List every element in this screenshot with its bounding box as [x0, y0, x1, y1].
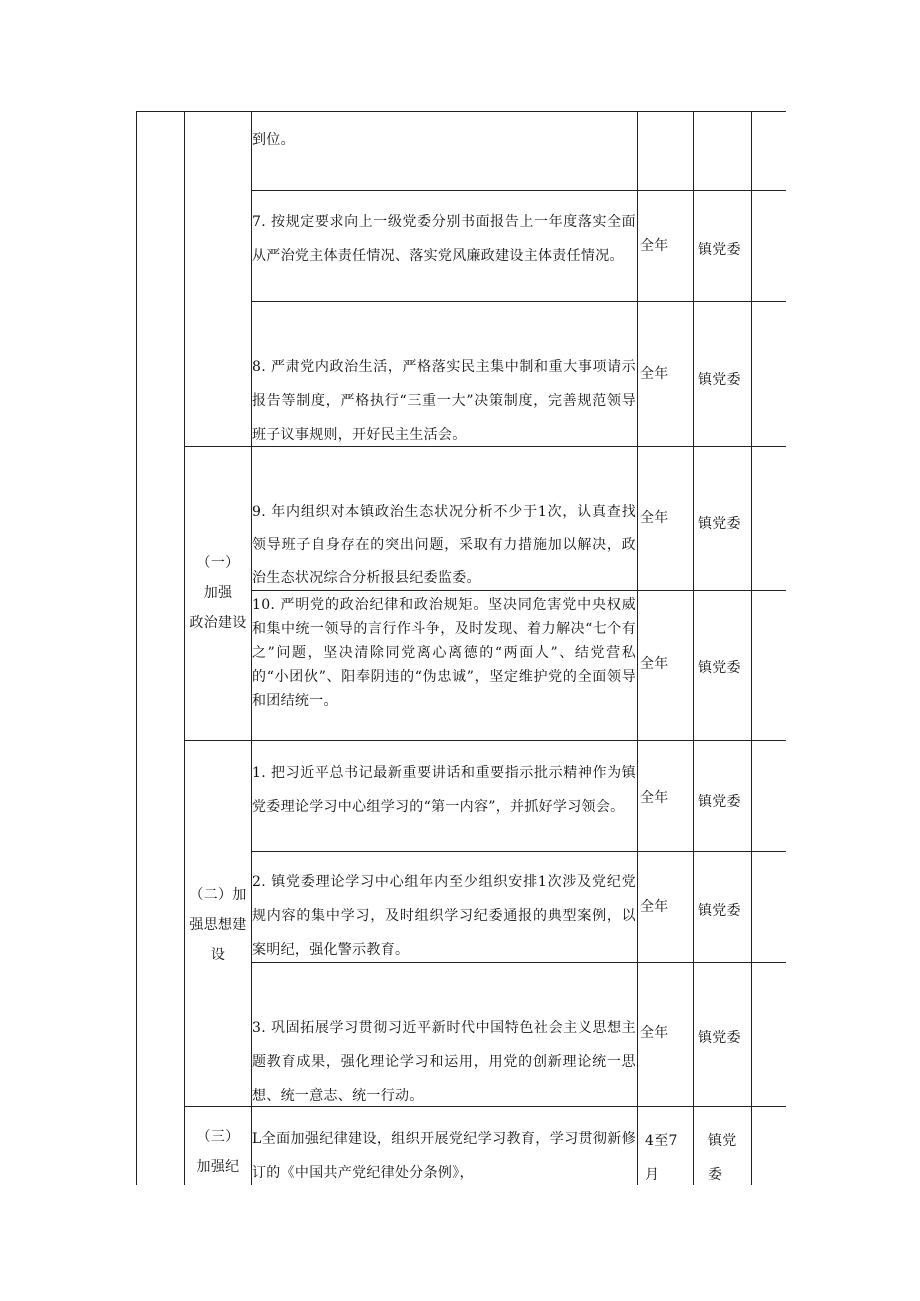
responsible-cell: 镇党委 — [698, 794, 741, 810]
task-cell: 3. 巩固拓展学习贯彻习近平新时代中国特色社会主义思想主题教育成果，强化理论学习和运用，用党的创新理论统一思想、统一意志、统一行动。 — [252, 1020, 636, 1104]
responsible-cell: 镇党委 — [708, 1133, 737, 1183]
responsible-cell: 镇党委 — [698, 242, 741, 258]
table-rule — [637, 111, 638, 1185]
section-label-line: （三） — [196, 1129, 240, 1145]
time-cell: 4至7月 — [645, 1133, 678, 1183]
section-label-line: （二）加 — [189, 887, 247, 903]
time-cell: 全年 — [640, 366, 669, 382]
section-label-political — [185, 548, 251, 638]
section-label-line: 政治建设 — [189, 615, 247, 631]
section-label-ideological — [185, 880, 251, 970]
responsible-cell: 镇党委 — [698, 903, 741, 919]
task-cell: 2. 镇党委理论学习中心组年内至少组织安排1次涉及党纪党规内容的集中学习，及时组织学习纪委通报的典型案例，以案明纪，强化警示教育。 — [252, 874, 636, 958]
section-label-line: 设 — [210, 947, 226, 963]
table-rule — [751, 111, 752, 1185]
task-cell: 8. 严肃党内政治生活，严格落实民主集中制和重大事项请示报告等制度，严格执行“三重一大”决策制度，完善规范领导班子议事规则，开好民主生活会。 — [252, 359, 636, 443]
table-rule — [136, 111, 786, 112]
section-label-line: （一） — [196, 555, 240, 571]
section-label-line: 强思想建 — [189, 917, 247, 933]
table-rule — [184, 740, 786, 741]
section-label-discipline — [185, 1122, 251, 1182]
table-rule — [693, 111, 694, 1185]
task-cell: L全面加强纪律建设，组织开展党纪学习教育，学习贯彻新修订的《中国共产党纪律处分条例》， — [252, 1131, 636, 1181]
responsible-cell: 镇党委 — [698, 372, 741, 388]
task-cell: 1. 把习近平总书记最新重要讲话和重要指示批示精神作为镇党委理论学习中心组学习的“第一内容”，并抓好学习领会。 — [252, 765, 636, 815]
responsible-cell: 镇党委 — [698, 660, 741, 676]
table-rule — [184, 111, 185, 1185]
time-cell: 全年 — [640, 1025, 669, 1041]
section-label-line: 加强纪 — [196, 1159, 240, 1175]
time-cell: 全年 — [640, 510, 669, 526]
table-rule — [251, 301, 786, 302]
section-label-line: 加强 — [203, 585, 233, 601]
table-rule — [251, 851, 786, 852]
time-cell: 全年 — [640, 656, 669, 672]
task-cell: 到位。 — [252, 132, 295, 148]
time-cell: 全年 — [640, 238, 669, 254]
table-rule — [251, 190, 786, 191]
task-cell: 9. 年内组织对本镇政治生态状况分析不少于1次，认真查找领导班子自身存在的突出问题，采取有力措施加以解决，政治生态状况综合分析报县纪委监委。 — [252, 504, 636, 586]
responsible-cell: 镇党委 — [698, 1030, 741, 1046]
time-cell: 全年 — [640, 790, 669, 806]
table-rule — [136, 111, 137, 1185]
task-cell: 10. 严明党的政治纪律和政治规矩。坚决同危害党中央权威和集中统一领导的言行作斗争，及时发现、着力解决“七个有之”问题，坚决清除同党离心离德的“两面人”、结党营私的“小团伙”、阳奉阴违的“伪忠诚”，坚定维护党的全面领导和团结统一。 — [252, 597, 636, 709]
task-cell: 7. 按规定要求向上一级党委分别书面报告上一年度落实全面从严治党主体责任情况、落实党风廉政建设主体责任情况。 — [252, 214, 636, 264]
time-cell: 全年 — [640, 899, 669, 915]
responsible-cell: 镇党委 — [698, 516, 741, 532]
